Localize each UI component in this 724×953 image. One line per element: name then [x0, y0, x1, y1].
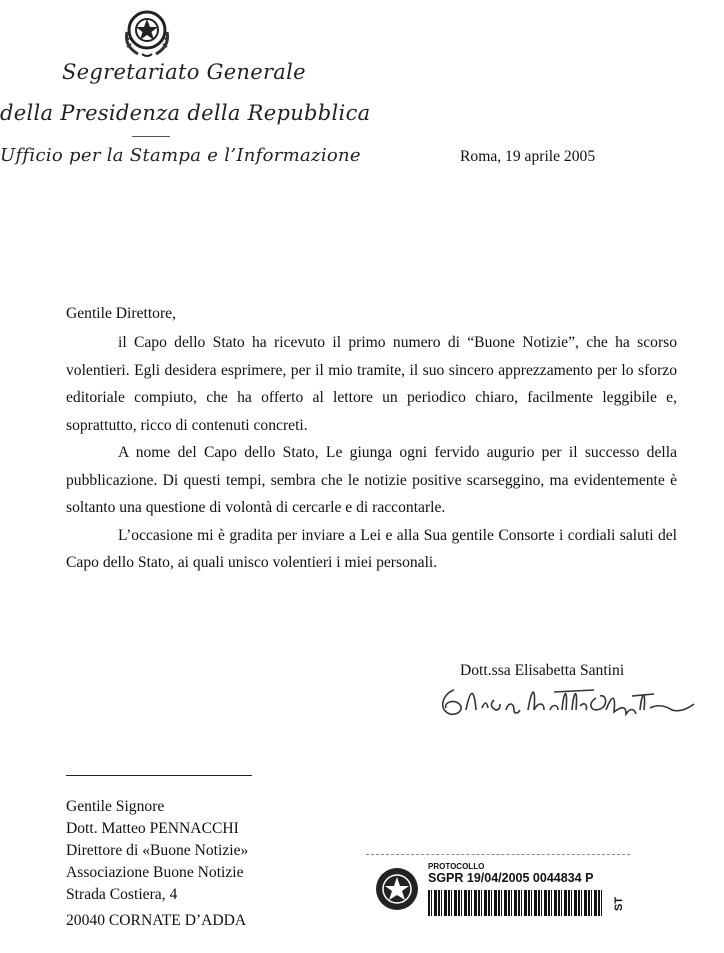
- signatory-name: Dott.ssa Elisabetta Santini: [460, 662, 625, 679]
- salutation: Gentile Direttore,: [66, 305, 176, 322]
- recipient-address: [66, 796, 248, 906]
- letter-date: Roma, 19 aprile 2005: [460, 148, 596, 165]
- recipient-separator: [66, 775, 252, 776]
- body-paragraph: A nome del Capo dello Stato, Le giunga ogni fervido augurio per il successo della pubblicazione. Di questi tempi, sembra che le notizie positive scarseggino, ma evidentemente è soltanto una questione di volontà di cercarle e di raccontarle.: [66, 444, 677, 516]
- stamp-top-border: [366, 854, 630, 856]
- letterhead-line-3: Ufficio per la Stampa e l’Informazione: [0, 145, 361, 166]
- protocol-stamp: [366, 854, 630, 934]
- recipient-city: 20040 CORNATE D’ADDA: [66, 912, 247, 929]
- recipient-line: Direttore di «Buone Notizie»: [66, 842, 249, 859]
- stamp-barcode: [428, 890, 604, 916]
- letterhead-line-2: della Presidenza della Repubblica: [0, 101, 371, 125]
- republic-emblem: [118, 2, 176, 60]
- stamp-side-code: ST: [613, 896, 626, 912]
- body-paragraph: L’occasione mi è gradita per inviare a Lei e alla Sua gentile Consorte i cordiali saluti del Capo dello Stato, ai quali unisco volentieri i miei personali.: [66, 526, 677, 571]
- letterhead-divider: [132, 136, 170, 137]
- stamp-label: PROTOCOLLO: [428, 862, 485, 871]
- body-paragraph: il Capo dello Stato ha ricevuto il primo numero di “Buone Notizie”, che ha scorso volentieri. Egli desidera esprimere, per il mio tramite, il suo sincero apprezzamento per lo sforzo editoriale compiuto, che ha offerto al lettore un periodico chiaro, facilmente leggibile e, soprattutto, ricco di contenuti concreti.: [66, 334, 677, 434]
- handwritten-signature: [436, 680, 706, 724]
- letter-body: [66, 329, 677, 577]
- stamp-code: SGPR 19/04/2005 0044834 P: [428, 871, 594, 885]
- recipient-line: Associazione Buone Notizie: [66, 864, 244, 881]
- recipient-line: Strada Costiera, 4: [66, 886, 178, 903]
- recipient-line: Dott. Matteo PENNACCHI: [66, 820, 239, 837]
- stamp-emblem-icon: [374, 866, 420, 912]
- letterhead-line-1: Segretariato Generale: [62, 60, 306, 84]
- recipient-line: Gentile Signore: [66, 798, 165, 815]
